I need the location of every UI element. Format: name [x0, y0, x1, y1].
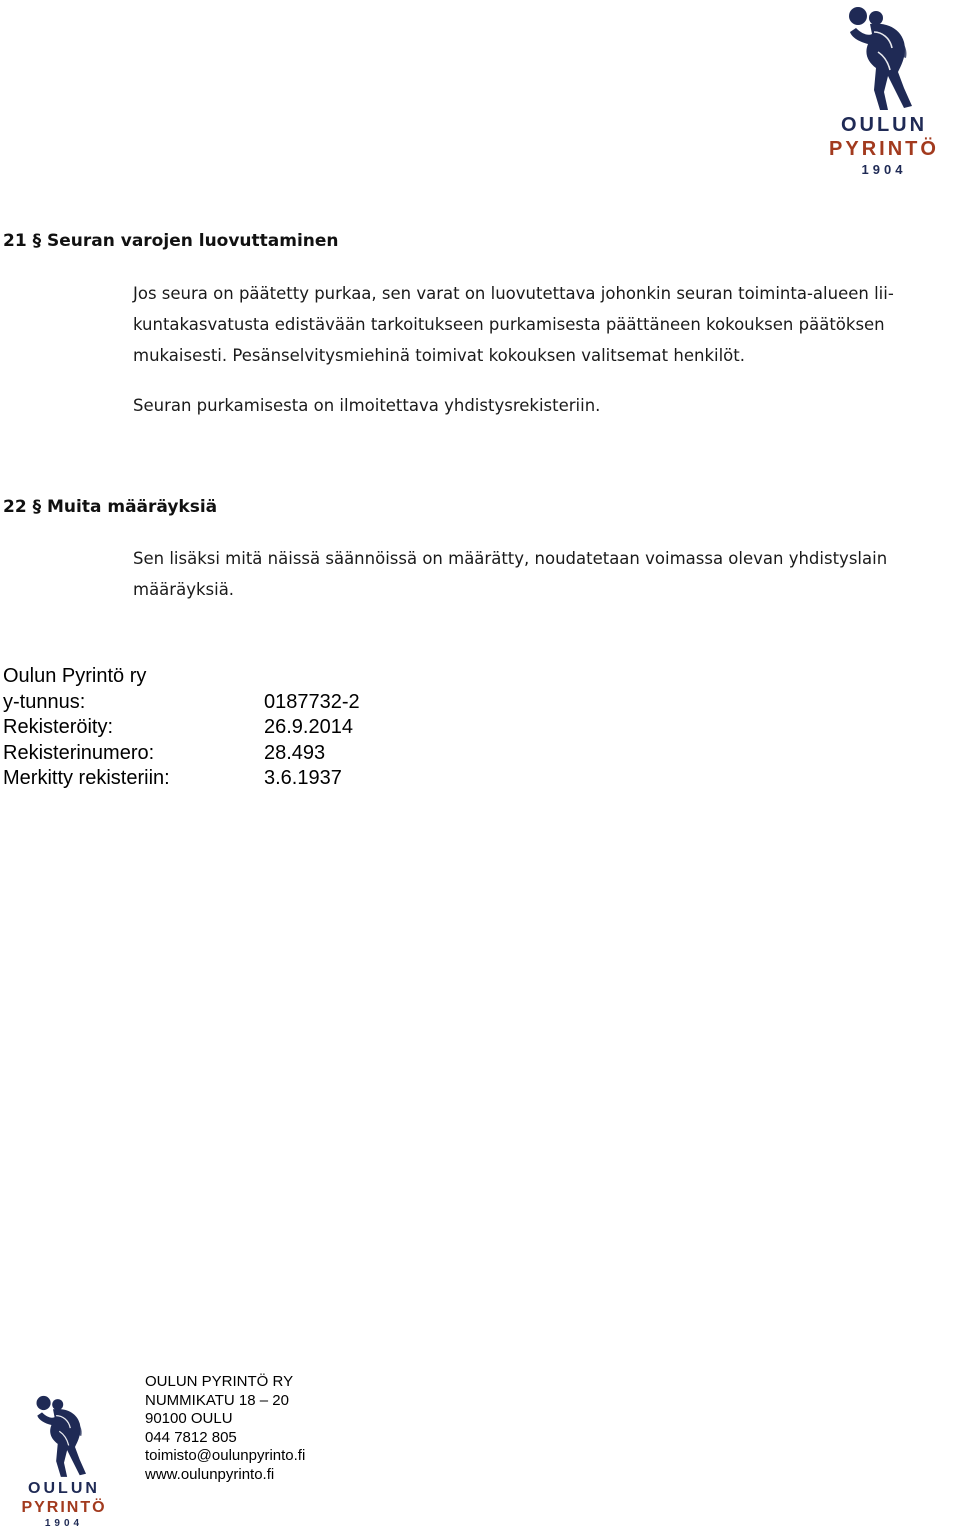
logo-year: 1904 [861, 162, 907, 177]
footer-phone: 044 7812 805 [145, 1428, 237, 1446]
footer-website: www.oulunpyrinto.fi [145, 1465, 275, 1483]
section-21-paragraph-1 [133, 278, 894, 371]
registry-value: 26.9.2014 [264, 716, 353, 738]
registry-label: y-tunnus: [3, 690, 86, 713]
text-line: määräyksiä. [133, 580, 235, 599]
header-logo [808, 2, 960, 178]
section-21-paragraph-2 [133, 390, 600, 421]
registry-value: 3.6.1937 [264, 767, 342, 789]
registry-label: Rekisteröity: [3, 716, 114, 738]
registry-info [3, 664, 360, 792]
footer-contact [145, 1373, 305, 1485]
registry-label: Merkitty rekisteriin: [3, 767, 170, 789]
registry-value: 0187732-2 [264, 690, 360, 713]
footer-logo-year: 1904 [44, 1518, 84, 1529]
logo-name-line2: PYRINTÖ [829, 138, 939, 160]
footer-logo-name-line1: OULUN [28, 1480, 100, 1497]
org-name: Oulun Pyrintö ry [3, 665, 147, 687]
registry-row [3, 766, 360, 792]
text-line: Sen lisäksi mitä näissä säännöissä on määrätty, noudatetaan voimassa olevan yhdistyslain [133, 549, 888, 568]
text-line: kuntakasvatusta edistävään tarkoitukseen purkamisesta päättäneen kokouksen päätöksen [133, 315, 885, 334]
registry-row [3, 690, 360, 716]
footer-postal: 90100 OULU [145, 1410, 233, 1428]
registry-row [3, 715, 360, 741]
registry-row [3, 741, 360, 767]
discus-thrower-icon [808, 2, 960, 114]
discus-thrower-icon [4, 1392, 124, 1480]
text-line: Jos seura on päätetty purkaa, sen varat on luovutettava johonkin seuran toiminta-alueen lii- [133, 284, 894, 303]
section-21-heading: 21 § Seuran varojen luovuttaminen [3, 231, 339, 251]
footer-logo [4, 1392, 124, 1532]
logo-name-line1: OULUN [840, 114, 928, 136]
registry-label: Rekisterinumero: [3, 741, 155, 764]
footer-street: NUMMIKATU 18 – 20 [145, 1391, 289, 1409]
footer-email: toimisto@oulunpyrinto.fi [145, 1447, 306, 1465]
footer-org-name: OULUN PYRINTÖ RY [145, 1373, 294, 1390]
text-line: mukaisesti. Pesänselvitysmiehinä toimivat kokouksen valitsemat henkilöt. [133, 346, 745, 365]
section-22-heading: 22 § Muita määräyksiä [3, 497, 218, 517]
section-22-paragraph-1 [133, 543, 887, 605]
footer-logo-name-line2: PYRINTÖ [21, 1499, 107, 1516]
text-line: Seuran purkamisesta on ilmoitettava yhdistysrekisteriin. [133, 396, 601, 415]
registry-value: 28.493 [264, 741, 326, 764]
